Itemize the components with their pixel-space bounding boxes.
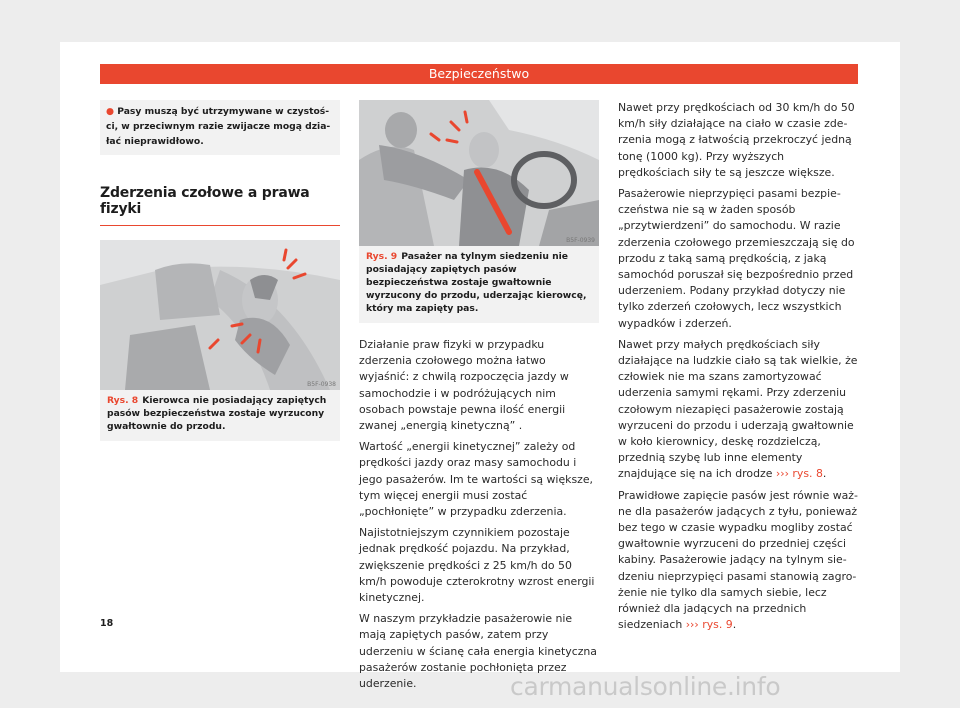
figure-9-caption (359, 246, 599, 323)
figure-9-illustration (359, 100, 599, 246)
ref-arrow-icon: ››› (775, 467, 789, 481)
figure-8-caption (100, 390, 340, 441)
column-right-text (618, 100, 858, 634)
paragraph (618, 337, 858, 483)
ref-label: rys. 9 (702, 618, 733, 632)
watermark: carmanualsonline.info (510, 672, 781, 701)
paragraph: Wartość „energii kinetycznej” zależy od prędkości jazdy oraz masy samochodu i jego pasażerów. Im te wartości są większe, tym więcej energii musi zostać „pochłonięte” w przypadku zderzenia. (359, 440, 594, 519)
figure-9-label: Rys. 9 (366, 251, 398, 262)
paragraph: Najistotniejszym czynnikiem pozostaje jednak prędkość pojazdu. Na przykład, zwiększenie prędkości z 25 km/h do 50 km/h powoduje czterokrotny wzrost energii kinetycznej. (359, 526, 595, 605)
warning-box (100, 100, 340, 155)
figure-8-caption-text: Kierowca nie posiadający zapiętych pasów bezpieczeństwa zostaje wyrzucony gwałtownie do przodu. (107, 395, 327, 432)
column-middle-text (359, 337, 599, 692)
ref-label: rys. 8 (792, 467, 823, 481)
driver-impact-illustration (100, 240, 340, 390)
column-middle (359, 100, 599, 692)
warning-text: Pasy muszą być utrzymywane w czystości, w przeciwnym razie zwijacze mogą działać nieprawidłowo. (106, 106, 331, 147)
paragraph-end: . (732, 618, 737, 632)
figure-9-caption-text: Pasażer na tylnym siedzeniu nie posiadający zapiętych pasów bezpieczeństwa zostaje gwałtownie wyrzucony do przodu, uderzając kierowcę, który ma zapięty pas. (366, 251, 587, 314)
column-right (618, 100, 858, 634)
section-heading: Zderzenia czołowe a prawa fizyki (100, 185, 340, 226)
chapter-header: Bezpieczeństwo (100, 64, 858, 84)
figure-8-code: B5F-0938 (307, 381, 336, 388)
figure-8-link[interactable] (776, 467, 823, 480)
figure-9-link[interactable] (686, 618, 733, 631)
figure-9-code: B5F-0939 (566, 237, 595, 244)
paragraph: W naszym przykładzie pasażerowie nie mają zapiętych pasów, zatem przy uderzeniu w ścianę cała energia kinetyczna pasażerów zostanie pochłonięta przez uderzenie. (359, 612, 597, 691)
paragraph-text: Prawidłowe zapięcie pasów jest równie ważne dla pasażerów jadących z tyłu, ponieważ bez tego w czasie wypadku mogliby zostać gwałtownie wyrzuceni do przedniej części kabiny. Pasażerowie jadący na tylnym siedzeniu nieprzypięci pasami stanowią zagrożenie nie tylko dla samych siebie, lecz również dla jadących na przednich siedzeniach (618, 488, 858, 632)
page-number: 18 (100, 618, 114, 629)
paragraph-text: Nawet przy małych prędkościach siły działające na ludzkie ciało są tak wielkie, że człowiek nie ma szans zamortyzować uderzenia samymi rękami. Przy zderzeniu czołowym niezapięci pasażerowie zostają wyrzuceni do przodu i uderzają gwałtownie w koło kierownicy, deskę rozdzielczą, przednią szybę lub inne elementy znajdujące się na ich drodze (618, 337, 858, 481)
rear-passenger-impact-illustration (359, 100, 599, 246)
paragraph (618, 488, 858, 634)
paragraph-end: . (822, 467, 827, 481)
ref-arrow-icon: ››› (685, 618, 699, 632)
paragraph: Działanie praw fizyki w przypadku zderzenia czołowego można łatwo wyjaśnić: z chwilą rozpoczęcia jazdy w samochodzie i w podróżujących nim osobach powstaje pewna ilość energii zwanej „energią kinetyczną” . (359, 338, 569, 433)
column-left (100, 100, 340, 441)
figure-8-label: Rys. 8 (107, 395, 139, 406)
bullet-icon: ● (106, 106, 115, 117)
figure-8-illustration (100, 240, 340, 390)
paragraph: Nawet przy prędkościach od 30 km/h do 50 km/h siły działające na ciało w czasie zderzenia mogą z łatwością przekroczyć jedną tonę (1000 kg). Przy wyższych prędkościach siły te są jeszcze większe. (618, 101, 855, 179)
paragraph: Pasażerowie nieprzypięci pasami bezpieczeństwa nie są w żaden sposób „przytwierdzeni” do samochodu. W razie zderzenia czołowego przemieszczają się do przodu z taką samą prędkością, z jaką samochód poruszał się bezpośrednio przed uderzeniem. Podany przykład dotyczy nie tylko zderzeń czołowych, lecz wszystkich wypadków i zderzeń. (618, 187, 855, 330)
